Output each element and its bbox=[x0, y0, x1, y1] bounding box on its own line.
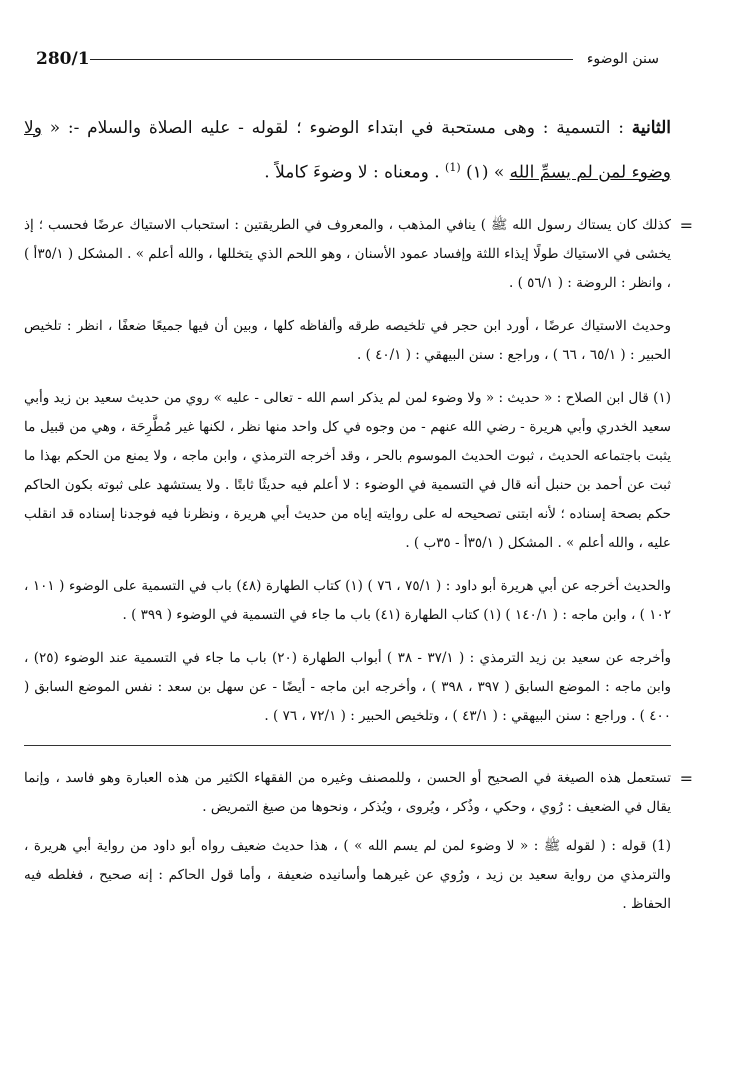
note-text: كذلك كان يستاك رسول الله ﷺ ) ينافي المذهب ، والمعروف في الطريقتين : استحباب الاستياك عرضًا فحسب ؛ إذ يخشى في الاستياك طولًا إيذاء اللثة وإفساد عمود الأسنان ، وهو اللحم الذي يتخللها ، والله أعلم » . المشكل ( ٣٥/١أ ) ، وانظر : الروضة : ( ٥٦/١ ) . bbox=[24, 216, 671, 291]
note-text: وحديث الاستياك عرضًا ، أورد ابن حجر في تلخيصه طرقه وألفاظه كلها ، وبين أن فيها جميعًا ضعفًا ، انظر : تلخيص الحبير : ( ٦٥/١ ، ٦٦ ) ، وراجع : سنن البيهقي : ( ٤٠/١ ) . bbox=[24, 317, 671, 363]
note-paragraph bbox=[24, 312, 671, 370]
header-rule bbox=[90, 59, 573, 60]
page-header bbox=[24, 44, 671, 74]
note-paragraph bbox=[24, 572, 671, 630]
footnote-divider bbox=[24, 745, 671, 746]
chapter-title: سنن الوضوء bbox=[586, 51, 659, 67]
main-quote: ولا وضوء لمن لم يسمِّ الله bbox=[24, 118, 671, 183]
note-continued bbox=[24, 211, 693, 298]
lower-note-text: (1) قوله : ( لقوله ﷺ : « لا وضوء لمن لم يسم الله » ) ، هذا حديث ضعيف رواه أبو داود من رواية أبي هريرة ، والترمذي من رواية سعيد بن زيد ، ورُوي عن غيرهما وأسانيده ضعيفة ، وأما قول الحاكم : إنه صحيح ، فغلطه فيه الحفاظ . bbox=[24, 837, 671, 912]
page-number: 280/1 bbox=[36, 49, 90, 69]
continuation-mark: = bbox=[679, 768, 693, 788]
main-lead: الثانية bbox=[631, 118, 671, 138]
continuation-mark: = bbox=[679, 215, 693, 235]
note-text: والحديث أخرجه عن أبي هريرة أبو داود : ( ٧٥/١ ، ٧٦ ) (١) كتاب الطهارة (٤٨) باب في التسمية على الوضوء ( ١٠١ ، ١٠٢ ) ، وابن ماجه : ( ١٤٠/١ ) (١) كتاب الطهارة (٤١) باب ما جاء في التسمية في الوضوء ( ٣٩٩ ) . bbox=[24, 577, 671, 623]
main-text-3: . ومعناه : لا وضوءَ كاملاً . bbox=[264, 162, 440, 183]
main-text bbox=[24, 108, 671, 193]
note-paragraph bbox=[24, 644, 671, 731]
note-paragraph bbox=[24, 384, 671, 558]
note-text: (١) قال ابن الصلاح : « حديث : « ولا وضوء لمن لم يذكر اسم الله - تعالى - عليه » روي من حديث سعيد بن زيد وأبي سعيد الخدري وأبي هريرة - رضي الله عنهم - من وجوه في كل واحد منها نظر ، لكنها غير مُطَّرِحَة ، وهي من قبيل ما يثبت باجتماعه الحديث ، ثبوت الحديث الموسوم بالحر ، وقد أخرجه الترمذي ، وابن ماجه ، ولا يمنع من الحكم بهذا ما ثبت عن أحمد بن حنبل أنه قال في التسمية في الوضوء : لا أعلم فيه حديثًا ثابتًا . ولا يستشهد على ثبوته بكون الحاكم حكم بصحة إسناده ؛ لأنه ابتنى تصحيحه له على روايته إياه من حديث أبي هريرة ، ونظرنا فيه فوجدنا إسناده قد انقلب عليه ، والله أعلم » . المشكل ( ٣٥/١أ - ٣٥ب ) . bbox=[24, 389, 671, 551]
lower-note-paragraph bbox=[24, 832, 671, 919]
main-text-2: » (١) bbox=[466, 162, 505, 183]
note-text: وأخرجه عن سعيد بن زيد الترمذي : ( ٣٧/١ - ٣٨ ) أبواب الطهارة (٢٠) باب ما جاء في التسمية عند الوضوء (٢٥) ، وابن ماجه : الموضع السابق ( ٣٩٧ ، ٣٩٨ ) ، وأخرجه ابن ماجه - أيضًا - عن سهل بن سعد : نفس الموضع السابق ( ٤٠٠ ) . وراجع : سنن البيهقي : ( ٤٣/١ ) ، وتلخيص الحبير : ( ٧٢/١ ، ٧٦ ) . bbox=[24, 649, 671, 724]
main-footnote-ref: (1) bbox=[445, 161, 461, 174]
main-text-1: : التسمية : وهى مستحبة في ابتداء الوضوء ؛ لقوله - عليه الصلاة والسلام -: « bbox=[49, 118, 625, 138]
lower-note-continued bbox=[24, 764, 693, 822]
lower-note-text: تستعمل هذه الصيغة في الصحيح أو الحسن ، وللمصنف وغيره من الفقهاء الكثير من هذه العبارة وهو فاسد ، وإنما يقال في الضعيف : رُوي ، وحكي ، وذُكر ، ويُروى ، ويُذكر ، ونحوها من صيغ التمريض . bbox=[24, 769, 671, 815]
